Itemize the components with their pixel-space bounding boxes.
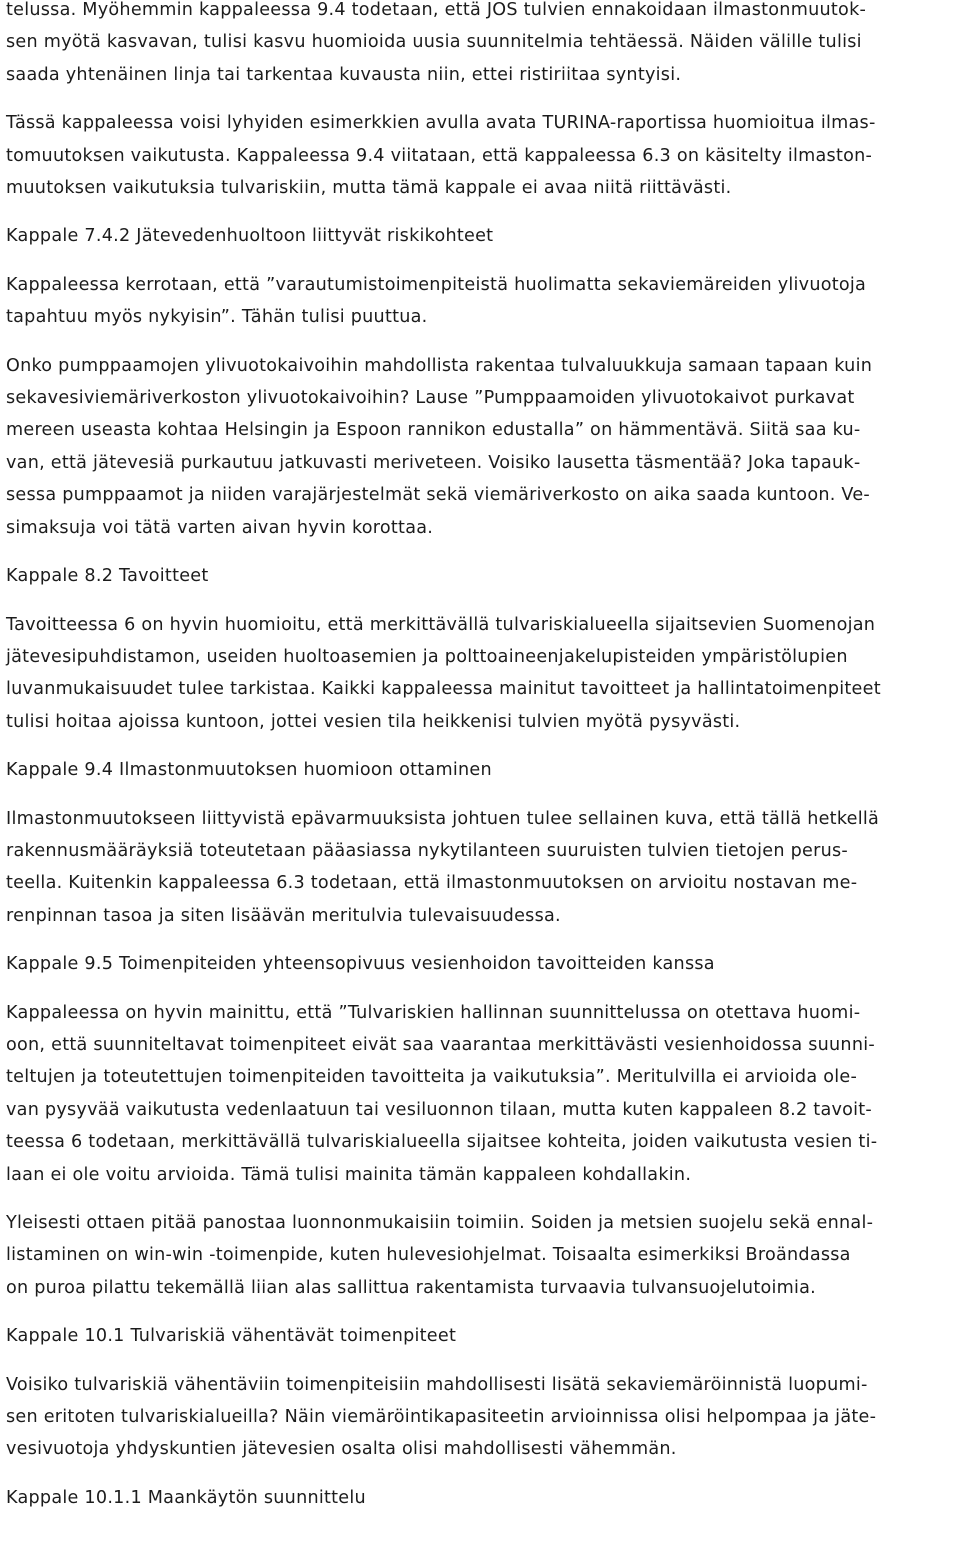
text-line: van, että jätevesiä purkautuu jatkuvasti meriveteen. Voisiko lausetta täsmentää? Joka tapauk- [6,452,861,473]
paragraph [6,997,956,1191]
text-line: tomuutoksen vaikutusta. Kappaleessa 9.4 viitataan, että kappaleessa 6.3 on käsitelty ilmaston- [6,145,873,166]
document-page [6,0,956,1530]
text-line: tapahtuu myös nykyisin”. Tähän tulisi puuttua. [6,307,428,328]
text-line: rakennusmääräyksiä toteutetaan pääasiassa nykytilanteen suuruisten tulvien tietojen perus- [6,840,849,861]
text-line: Tässä kappaleessa voisi lyhyiden esimerkkien avulla avata TURINA-raportissa huomioitua ilmas- [6,113,876,134]
text-line: Kappale 10.1 Tulvariskiä vähentävät toimenpiteet [6,1326,457,1347]
text-line: telussa. Myöhemmin kappaleessa 9.4 todetaan, että JOS tulvien ennakoidaan ilmastonmuutok- [6,0,867,20]
text-line: teessa 6 todetaan, merkittävällä tulvariskialueella sijaitsee kohteita, joiden vaikutusta vesien ti- [6,1132,878,1153]
section-heading [6,1320,956,1352]
text-line: Onko pumppaamojen ylivuotokaivoihin mahdollista rakentaa tulvaluukkuja samaan tapaan kuin [6,355,873,376]
text-line: Kappaleessa kerrotaan, että ”varautumistoimenpiteistä huolimatta sekaviemäreiden ylivuotoja [6,274,867,295]
text-line: renpinnan tasoa ja siten lisäävän meritulvia tulevaisuudessa. [6,905,561,926]
text-line: van pysyvää vaikutusta vedenlaatuun tai vesiluonnon tilaan, mutta kuten kappaleen 8.2 tavoit- [6,1099,873,1120]
paragraph [6,0,956,91]
text-line: sen eritoten tulvariskialueilla? Näin viemäröintikapasiteetin arvioinnissa olisi helpompaa ja jäte- [6,1407,877,1428]
text-line: tulisi hoitaa ajoissa kuntoon, jottei vesien tila heikkenisi tulvien myötä pysyvästi. [6,711,741,732]
paragraph [6,609,956,739]
text-line: Kappale 9.4 Ilmastonmuutoksen huomioon ottaminen [6,760,492,781]
text-line: Kappaleessa on hyvin mainittu, että ”Tulvariskien hallinnan suunnittelussa on otettava huomi- [6,1002,861,1023]
text-line: laan ei ole voitu arvioida. Tämä tulisi mainita tämän kappaleen kohdallakin. [6,1164,692,1185]
paragraph [6,350,956,544]
text-line: muutoksen vaikutuksia tulvariskiin, mutta tämä kappale ei avaa niitä riittävästi. [6,178,732,199]
text-line: vesivuotoja yhdyskuntien jätevesien osalta olisi mahdollisesti vähemmän. [6,1439,677,1460]
text-line: Kappale 8.2 Tavoitteet [6,566,209,587]
text-line: simaksuja voi tätä varten aivan hyvin korottaa. [6,517,434,538]
text-line: Kappale 10.1.1 Maankäytön suunnittelu [6,1487,366,1508]
text-line: Ilmastonmuutokseen liittyvistä epävarmuuksista johtuen tulee sellainen kuva, että tällä hetkellä [6,808,880,829]
text-line: mereen useasta kohtaa Helsingin ja Espoon rannikon edustalla” on hämmentävä. Siitä saa ku- [6,420,861,441]
text-line: teltujen ja toteutettujen toimenpiteiden tavoitteita ja vaikutuksia”. Meritulvilla ei arvioida ole- [6,1067,858,1088]
text-line: sekavesiviemäriverkoston ylivuotokaivoihin? Lause ”Pumppaamoiden ylivuotokaivot purkavat [6,388,855,409]
text-line: sen myötä kasvavan, tulisi kasvu huomioida uusia suunnitelmia tehtäessä. Näiden välille tulisi [6,32,862,53]
text-line: oon, että suunniteltavat toimenpiteet eivät saa vaarantaa merkittävästi vesienhoidossa suunni- [6,1034,875,1055]
text-line: jätevesipuhdistamon, useiden huoltoasemien ja polttoaineenjakelupisteiden ympäristölupien [6,646,848,667]
text-line: sessa pumppaamot ja niiden varajärjestelmät sekä viemäriverkosto on aika saada kuntoon. Ve- [6,485,871,506]
section-heading [6,220,956,252]
section-heading [6,948,956,980]
text-line: Tavoitteessa 6 on hyvin huomioitu, että merkittävällä tulvariskialueella sijaitsevien Suomenojan [6,614,876,635]
paragraph [6,1207,956,1304]
text-line: on puroa pilattu tekemällä liian alas sallittua rakentamista turvaavia tulvansuojelutoimia. [6,1277,817,1298]
text-line: Voisiko tulvariskiä vähentäviin toimenpiteisiin mahdollisesti lisätä sekaviemäröinnistä luopumi- [6,1374,868,1395]
section-heading [6,1482,956,1514]
paragraph [6,1369,956,1466]
text-line: Kappale 7.4.2 Jätevedenhuoltoon liittyvät riskikohteet [6,226,494,247]
paragraph [6,269,956,334]
paragraph [6,803,956,933]
text-line: listaminen on win-win -toimenpide, kuten hulevesiohjelmat. Toisaalta esimerkiksi Broändassa [6,1245,851,1266]
text-line: Kappale 9.5 Toimenpiteiden yhteensopivuus vesienhoidon tavoitteiden kanssa [6,954,715,975]
section-heading [6,560,956,592]
section-heading [6,754,956,786]
text-line: luvanmukaisuudet tulee tarkistaa. Kaikki kappaleessa mainitut tavoitteet ja hallintatoimenpiteet [6,679,881,700]
text-line: Yleisesti ottaen pitää panostaa luonnonmukaisiin toimiin. Soiden ja metsien suojelu sekä ennal- [6,1213,874,1233]
text-line: teella. Kuitenkin kappaleessa 6.3 todetaan, että ilmastonmuutoksen on arvioitu nostavan me- [6,873,858,894]
paragraph [6,107,956,204]
text-line: saada yhtenäinen linja tai tarkentaa kuvausta niin, ettei ristiriitaa syntyisi. [6,64,682,85]
